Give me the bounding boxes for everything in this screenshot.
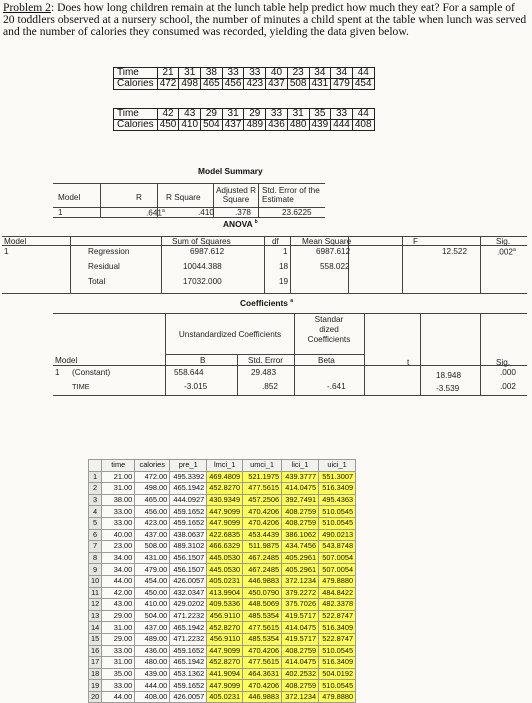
time-value: 34 [309, 68, 331, 79]
calories-value: 508 [287, 79, 309, 90]
time-value: 44 [352, 109, 374, 120]
calories-value: 479 [331, 79, 353, 90]
row-number[interactable]: 20 [89, 691, 102, 703]
row-number[interactable]: 5 [89, 517, 102, 529]
cell-time[interactable]: 44.00 [102, 691, 135, 703]
cell-time[interactable]: 35.00 [102, 668, 135, 680]
cell-calories[interactable]: 408.00 [135, 691, 170, 703]
calories-value: 489 [244, 120, 266, 131]
cell-lici-1[interactable]: 419.5717 [282, 610, 319, 622]
grid-header-row [89, 460, 356, 472]
cell-pre-1[interactable]: 426.0057 [170, 575, 207, 587]
table-row [89, 552, 356, 564]
coef-header-b: B [200, 356, 206, 365]
cell-uici-1[interactable]: 510.0545 [319, 645, 356, 657]
cell-umci-1[interactable]: 464.3631 [243, 668, 282, 680]
cell-lmci-1[interactable]: 456.9110 [207, 610, 243, 622]
cell-umci-1[interactable]: 470.4206 [243, 645, 282, 657]
column-header-time[interactable]: time [102, 460, 135, 472]
cell-uici-1[interactable]: 504.0192 [319, 668, 356, 680]
column-header-pre-1[interactable]: pre_1 [170, 460, 207, 472]
cell-uici-1[interactable]: 495.4363 [319, 494, 356, 506]
coef-header-sig: Sig. [496, 358, 511, 367]
row-number[interactable]: 15 [89, 633, 102, 645]
ms-header-r: R [136, 193, 142, 202]
anova-df: 1 [283, 247, 288, 256]
cell-time[interactable]: 40.00 [102, 529, 135, 541]
coef-header-beta: Beta [318, 356, 335, 365]
table-row [89, 587, 356, 599]
cell-time[interactable]: 21.00 [102, 471, 135, 483]
cell-lmci-1[interactable]: 405.0231 [207, 691, 243, 703]
cell-pre-1[interactable]: 465.1942 [170, 622, 207, 634]
anova-ss: 17032.000 [183, 277, 222, 286]
cell-calories[interactable]: 456.00 [135, 506, 170, 518]
calories-row [114, 79, 375, 90]
calories-value: 439 [309, 120, 331, 131]
cell-lici-1[interactable]: 386.1062 [282, 529, 319, 541]
column-header-calories[interactable]: calories [135, 460, 170, 472]
cell-calories[interactable]: 454.00 [135, 575, 170, 587]
row-number[interactable]: 16 [89, 645, 102, 657]
table-row [89, 483, 356, 495]
anova-ms: 558.022 [320, 262, 350, 271]
row-number[interactable]: 1 [89, 471, 102, 483]
cell-time[interactable]: 33.00 [102, 517, 135, 529]
ms-model: 1 [58, 208, 63, 217]
calories-value: 437 [266, 79, 288, 90]
cell-umci-1[interactable]: 446.9883 [243, 691, 282, 703]
calories-value: 410 [179, 120, 201, 131]
cell-time[interactable]: 34.00 [102, 552, 135, 564]
cell-uici-1[interactable]: 484.8422 [319, 587, 356, 599]
cell-calories[interactable]: 508.00 [135, 541, 170, 553]
calories-value: 465 [201, 79, 223, 90]
cell-calories[interactable]: 431.00 [135, 552, 170, 564]
anova-row-label: Total [88, 277, 106, 286]
column-header-lmci-1[interactable]: lmci_1 [207, 460, 243, 472]
anova-df: 18 [279, 262, 289, 271]
calories-value: 444 [331, 120, 353, 131]
time-value: 23 [287, 68, 309, 79]
cell-umci-1[interactable]: 477.5615 [243, 622, 282, 634]
table-row [89, 645, 356, 657]
cell-lici-1[interactable]: 402.2532 [282, 668, 319, 680]
anova-header-ms: Mean Square [302, 237, 352, 246]
cell-uici-1[interactable]: 516.3409 [319, 622, 356, 634]
cell-lmci-1[interactable]: 456.9110 [207, 633, 243, 645]
cell-pre-1[interactable]: 489.3102 [170, 541, 207, 553]
ms-header-adj-r-square: Adjusted R Square [215, 186, 257, 204]
anova-ms: 6987.612 [316, 247, 351, 256]
cell-pre-1[interactable]: 438.0637 [170, 529, 207, 541]
coef-sig: .002 [500, 382, 516, 391]
coef-beta: -.641 [327, 382, 346, 391]
ms-header-model: Model [58, 193, 81, 202]
column-header-lici-1[interactable]: lici_1 [282, 460, 319, 472]
coef-b: -3.015 [184, 382, 208, 391]
cell-lici-1[interactable]: 408.2759 [282, 517, 319, 529]
cell-uici-1[interactable]: 522.8747 [319, 633, 356, 645]
table-row [89, 564, 356, 576]
cell-lici-1[interactable]: 408.2759 [282, 680, 319, 692]
cell-pre-1[interactable]: 426.0057 [170, 691, 207, 703]
cell-lici-1[interactable]: 372.1234 [282, 575, 319, 587]
row-number[interactable]: 12 [89, 599, 102, 611]
time-value: 29 [201, 109, 223, 120]
anova-ss: 10044.388 [183, 262, 222, 271]
ms-r: .641$^a$ [146, 208, 165, 218]
calories-value: 498 [179, 79, 201, 90]
cell-calories[interactable]: 472.00 [135, 471, 170, 483]
cell-lici-1[interactable]: 439.3777 [282, 471, 319, 483]
cell-time[interactable]: 31.00 [102, 483, 135, 495]
row-number[interactable]: 6 [89, 529, 102, 541]
model-summary-title: Model Summary [198, 166, 263, 176]
cell-umci-1[interactable]: 485.5354 [243, 633, 282, 645]
anova-row-label: Residual [88, 262, 120, 271]
ms-adj-r-square: .378 [235, 208, 251, 217]
table-row [89, 633, 356, 645]
table-row [89, 529, 356, 541]
cell-pre-1[interactable]: 471.2232 [170, 610, 207, 622]
table-row [89, 680, 356, 692]
cell-umci-1[interactable]: 470.4206 [243, 680, 282, 692]
data-table-1 [113, 67, 375, 90]
table-row [89, 506, 356, 518]
cell-time[interactable]: 29.00 [102, 610, 135, 622]
cell-lici-1[interactable]: 405.2961 [282, 564, 319, 576]
cell-lmci-1[interactable]: 409.5336 [207, 599, 243, 611]
cell-pre-1[interactable]: 444.0927 [170, 494, 207, 506]
cell-uici-1[interactable]: 510.0545 [319, 517, 356, 529]
cell-umci-1[interactable]: 457.2506 [243, 494, 282, 506]
cell-pre-1[interactable]: 471.2232 [170, 633, 207, 645]
cell-time[interactable]: 34.00 [102, 564, 135, 576]
row-number[interactable]: 19 [89, 680, 102, 692]
cell-umci-1[interactable]: 511.9875 [243, 541, 282, 553]
coef-header-std: Standar dized Coefficients [307, 315, 351, 344]
cell-time[interactable]: 43.00 [102, 599, 135, 611]
table-row [89, 471, 356, 483]
table-row [89, 541, 356, 553]
row-number[interactable]: 3 [89, 494, 102, 506]
cell-calories[interactable]: 450.00 [135, 587, 170, 599]
cell-uici-1[interactable]: 482.3378 [319, 599, 356, 611]
cell-uici-1[interactable]: 479.8880 [319, 575, 356, 587]
cell-lici-1[interactable]: 414.0475 [282, 483, 319, 495]
anova-model: 1 [4, 247, 9, 256]
calories-value: 450 [157, 120, 179, 131]
cell-uici-1[interactable]: 479.8880 [319, 691, 356, 703]
coef-t: -3.539 [436, 384, 460, 393]
cell-calories[interactable]: 410.00 [135, 599, 170, 611]
cell-lici-1[interactable]: 414.0475 [282, 657, 319, 669]
anova-df: 19 [279, 277, 289, 286]
cell-pre-1[interactable]: 459.1652 [170, 517, 207, 529]
cell-pre-1[interactable]: 432.0347 [170, 587, 207, 599]
cell-calories[interactable]: 444.00 [135, 680, 170, 692]
coef-header-unstd: Unstandardized Coefficients [178, 330, 282, 339]
table-row [89, 599, 356, 611]
cell-umci-1[interactable]: 446.9883 [243, 575, 282, 587]
cell-lmci-1[interactable]: 466.6329 [207, 541, 243, 553]
table-row [89, 657, 356, 669]
time-value: 29 [244, 109, 266, 120]
cell-lmci-1[interactable]: 452.8270 [207, 657, 243, 669]
cell-lici-1[interactable]: 434.7456 [282, 541, 319, 553]
cell-lmci-1[interactable]: 452.8270 [207, 483, 243, 495]
time-value: 31 [222, 109, 244, 120]
calories-value: 436 [266, 120, 288, 131]
cell-lmci-1[interactable]: 445.0530 [207, 564, 243, 576]
coefficients-title: Coefficients $^a$ [240, 298, 294, 308]
cell-time[interactable]: 31.00 [102, 657, 135, 669]
anova-ss: 6987.612 [190, 247, 225, 256]
ms-header-std-error: Std. Error of the Estimate [262, 186, 320, 204]
cell-pre-1[interactable]: 459.1652 [170, 506, 207, 518]
data-view-grid [88, 459, 356, 703]
cell-lmci-1[interactable]: 413.9904 [207, 587, 243, 599]
row-number[interactable]: 10 [89, 575, 102, 587]
cell-calories[interactable]: 489.00 [135, 633, 170, 645]
cell-lici-1[interactable]: 419.5717 [282, 633, 319, 645]
anova-sig: .002$^a$ [497, 247, 516, 257]
cell-time[interactable]: 33.00 [102, 506, 135, 518]
cell-time[interactable]: 29.00 [102, 633, 135, 645]
time-value: 33 [222, 68, 244, 79]
table-row [89, 610, 356, 622]
cell-umci-1[interactable]: 453.4439 [243, 529, 282, 541]
anova-header-ss: Sum of Squares [172, 237, 231, 246]
cell-lmci-1[interactable]: 445.0530 [207, 552, 243, 564]
cell-time[interactable]: 31.00 [102, 622, 135, 634]
calories-value: 437 [222, 120, 244, 131]
anova-header-model: Model [4, 237, 27, 246]
ms-std-error: 23.6225 [282, 208, 312, 217]
cell-calories[interactable]: 423.00 [135, 517, 170, 529]
coef-se: .852 [262, 382, 278, 391]
time-row [114, 109, 375, 120]
coef-t: 18.948 [436, 371, 462, 380]
time-value: 33 [331, 109, 353, 120]
cell-uici-1[interactable]: 551.3007 [319, 471, 356, 483]
cell-pre-1[interactable]: 465.1942 [170, 657, 207, 669]
data-table-2 [113, 108, 375, 131]
row-number[interactable]: 11 [89, 587, 102, 599]
cell-lici-1[interactable]: 405.2961 [282, 552, 319, 564]
cell-pre-1[interactable]: 456.1507 [170, 564, 207, 576]
cell-lici-1[interactable]: 408.2759 [282, 506, 319, 518]
cell-pre-1[interactable]: 456.1507 [170, 552, 207, 564]
cell-lmci-1[interactable]: 452.8270 [207, 622, 243, 634]
time-value: 33 [244, 68, 266, 79]
cell-umci-1[interactable]: 470.4206 [243, 506, 282, 518]
coef-header-std-error: Std. Error [248, 356, 284, 365]
calories-value: 456 [222, 79, 244, 90]
cell-pre-1[interactable]: 495.3392 [170, 471, 207, 483]
ms-header-r-square: R Square [166, 193, 201, 202]
cell-pre-1[interactable]: 459.1652 [170, 680, 207, 692]
table-row [89, 517, 356, 529]
cell-lici-1[interactable]: 372.1234 [282, 691, 319, 703]
table-row [89, 494, 356, 506]
table-row [89, 622, 356, 634]
cell-time[interactable]: 44.00 [102, 575, 135, 587]
calories-value: 431 [309, 79, 331, 90]
cell-calories[interactable]: 504.00 [135, 610, 170, 622]
calories-value: 472 [157, 79, 179, 90]
cell-uici-1[interactable]: 516.3409 [319, 657, 356, 669]
calories-value: 480 [287, 120, 309, 131]
calories-value: 423 [244, 79, 266, 90]
time-value: 21 [157, 68, 179, 79]
anova-header-sig: Sig. [496, 237, 511, 246]
time-value: 43 [179, 109, 201, 120]
cell-pre-1[interactable]: 465.1942 [170, 483, 207, 495]
row-number[interactable]: 4 [89, 506, 102, 518]
calories-label: Calories [114, 79, 158, 90]
row-number[interactable]: 17 [89, 657, 102, 669]
coef-model: 1 [55, 368, 60, 377]
time-label: Time [114, 68, 158, 79]
time-value: 31 [287, 109, 309, 120]
table-row [89, 691, 356, 703]
coef-header-t: t [407, 358, 410, 367]
cell-lmci-1[interactable]: 447.9099 [207, 680, 243, 692]
anova-header-df: df [272, 237, 279, 246]
calories-value: 408 [352, 120, 374, 131]
cell-pre-1[interactable]: 429.0202 [170, 599, 207, 611]
cell-time[interactable]: 33.00 [102, 645, 135, 657]
cell-lmci-1[interactable]: 405.0231 [207, 575, 243, 587]
cell-calories[interactable]: 436.00 [135, 645, 170, 657]
coef-sig: .000 [500, 368, 516, 377]
anova-row-label: Regression [88, 247, 130, 256]
time-value: 38 [201, 68, 223, 79]
cell-calories[interactable]: 498.00 [135, 483, 170, 495]
row-number[interactable]: 8 [89, 552, 102, 564]
cell-lmci-1[interactable]: 447.9099 [207, 645, 243, 657]
cell-time[interactable]: 38.00 [102, 494, 135, 506]
cell-lmci-1[interactable]: 422.6835 [207, 529, 243, 541]
problem-statement [3, 2, 529, 39]
problem-label: Problem 2 [3, 1, 51, 14]
row-number[interactable]: 18 [89, 668, 102, 680]
anova-f: 12.522 [442, 247, 468, 256]
time-value: 31 [179, 68, 201, 79]
cell-lmci-1[interactable]: 469.4809 [207, 471, 243, 483]
time-value: 40 [266, 68, 288, 79]
calories-value: 454 [352, 79, 374, 90]
cell-lmci-1[interactable]: 447.9099 [207, 506, 243, 518]
cell-uici-1[interactable]: 510.0545 [319, 506, 356, 518]
cell-pre-1[interactable]: 459.1652 [170, 645, 207, 657]
cell-calories[interactable]: 437.00 [135, 622, 170, 634]
cell-lici-1[interactable]: 414.0475 [282, 622, 319, 634]
time-value: 44 [352, 68, 374, 79]
cell-uici-1[interactable]: 516.3409 [319, 483, 356, 495]
coef-header-model: Model [55, 356, 78, 365]
calories-label: Calories [114, 120, 158, 131]
cell-uici-1[interactable]: 507.0054 [319, 564, 356, 576]
cell-lmci-1[interactable]: 430.9349 [207, 494, 243, 506]
cell-time[interactable]: 33.00 [102, 680, 135, 692]
problem-text: : Does how long children remain at the lunch table help predict how much they eat? For a sample of 20 toddlers observed at a nursery school, the number of minutes a child spent at the table when lunch was served and the number of calories they consumed was recorded, yielding the data given below. [3, 1, 527, 39]
time-row [114, 68, 375, 79]
calories-value: 504 [201, 120, 223, 131]
row-number[interactable]: 13 [89, 610, 102, 622]
row-number[interactable]: 7 [89, 541, 102, 553]
cell-calories[interactable]: 465.00 [135, 494, 170, 506]
column-header-umci-1[interactable]: umci_1 [243, 460, 282, 472]
cell-time[interactable]: 42.00 [102, 587, 135, 599]
cell-lici-1[interactable]: 379.2272 [282, 587, 319, 599]
calories-row [114, 120, 375, 131]
cell-calories[interactable]: 479.00 [135, 564, 170, 576]
cell-calories[interactable]: 437.00 [135, 529, 170, 541]
cell-lici-1[interactable]: 408.2759 [282, 645, 319, 657]
cell-umci-1[interactable]: 467.2485 [243, 552, 282, 564]
row-number[interactable]: 2 [89, 483, 102, 495]
cell-uici-1[interactable]: 490.0213 [319, 529, 356, 541]
cell-uici-1[interactable]: 522.8747 [319, 610, 356, 622]
time-label: Time [114, 109, 158, 120]
anova-title: ANOVA $^b$ [223, 219, 258, 229]
cell-umci-1[interactable]: 467.2485 [243, 564, 282, 576]
ms-r-square: .410 [198, 208, 214, 217]
cell-uici-1[interactable]: 543.8748 [319, 541, 356, 553]
cell-umci-1[interactable]: 521.1975 [243, 471, 282, 483]
coef-row-label: TIME [72, 382, 90, 391]
cell-calories[interactable]: 480.00 [135, 657, 170, 669]
cell-umci-1[interactable]: 477.5615 [243, 657, 282, 669]
coef-row-label: (Constant) [72, 368, 111, 377]
cell-uici-1[interactable]: 510.0545 [319, 680, 356, 692]
coef-b: 558.644 [174, 368, 204, 377]
row-number[interactable]: 9 [89, 564, 102, 576]
row-number[interactable]: 14 [89, 622, 102, 634]
time-value: 34 [331, 68, 353, 79]
cell-lici-1[interactable]: 375.7026 [282, 599, 319, 611]
column-header-uici-1[interactable]: uici_1 [319, 460, 356, 472]
cell-time[interactable]: 23.00 [102, 541, 135, 553]
cell-lmci-1[interactable]: 447.9099 [207, 517, 243, 529]
time-value: 33 [266, 109, 288, 120]
cell-umci-1[interactable]: 470.4206 [243, 517, 282, 529]
cell-lici-1[interactable]: 392.7491 [282, 494, 319, 506]
coef-se: 29.483 [251, 368, 277, 377]
cell-uici-1[interactable]: 507.0054 [319, 552, 356, 564]
table-row [89, 668, 356, 680]
time-value: 35 [309, 109, 331, 120]
cell-lmci-1[interactable]: 441.9094 [207, 668, 243, 680]
cell-umci-1[interactable]: 450.0790 [243, 587, 282, 599]
cell-umci-1[interactable]: 485.5354 [243, 610, 282, 622]
cell-pre-1[interactable]: 453.1362 [170, 668, 207, 680]
row-number-header [89, 460, 102, 472]
cell-calories[interactable]: 439.00 [135, 668, 170, 680]
time-value: 42 [157, 109, 179, 120]
anova-header-f: F [413, 237, 419, 246]
table-row [89, 575, 356, 587]
cell-umci-1[interactable]: 477.5615 [243, 483, 282, 495]
cell-umci-1[interactable]: 448.5069 [243, 599, 282, 611]
